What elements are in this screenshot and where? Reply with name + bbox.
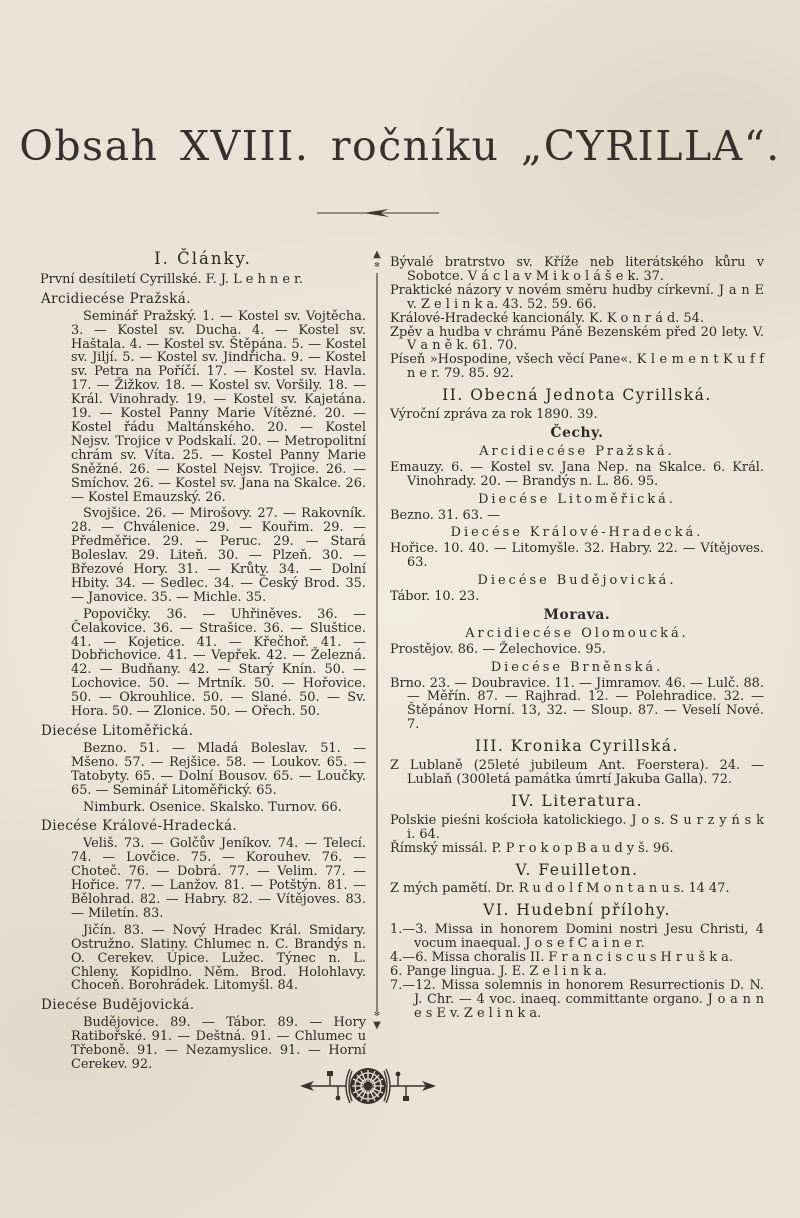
toc-paragraph: Veliš. 73. — Golčův Jeníkov. 74. — Telecí. 74. — Lovčice. 75. — Korouhev. 76. — Choteč. 76. — Dobrá. 77. — Velim. 77. — Hořice. 77. — Lanžov. 81. — Potštýn. 81. — Bělohrad. 82. — Habry. 82. — Vítějoves. 83. — Miletín. 83. bbox=[71, 836, 366, 921]
toc-paragraph: Popovičky. 36. — Uhřiněves. 36. — Čelakovice. 36. — Strašice. 36. — Sluštice. 41. — Kojetice. 41. — Křečhoř. 41. — Dobřichovice. 41. — Vepřek. 42. — Železná. 42. — Budňany. 42. — Starý Knín. 50. — Lochovice. 50. — Mrtník. 50. — Hořovice. 50. — Okrouhlice. 50. — Slané. 50. — Sv. Hora. 50. — Zlonice. 50. — Ořech. 50. bbox=[71, 606, 366, 720]
title-divider-ornament bbox=[317, 204, 439, 216]
toc-entry: Výroční zpráva za rok 1890. 39. bbox=[390, 407, 598, 423]
music-supplement-item: 4.—6. Missa choralis II. F r a n c i s c u s H r u š k a. bbox=[390, 950, 733, 966]
toc-entry-first-decade: První desítiletí Cyrillské. F. J. L e h n e r. bbox=[40, 271, 303, 287]
diocese-subheading-budejovicka: Diecése Budějovická. bbox=[477, 573, 677, 589]
toc-entry: Bývalé bratrstvo sv. Kříže neb literátského kůru v Sobotce. V á c l a v M i k o l á š e k. 37. bbox=[390, 255, 764, 284]
diocese-subheading-prague: Arcidiecése Pražská. bbox=[41, 290, 191, 307]
rule-top-floret-icon: ✻ bbox=[374, 261, 380, 269]
toc-paragraph: Seminář Pražský. 1. — Kostel sv. Vojtěcha. 3. — Kostel sv. Ducha. 4. — Kostel sv. Haštala. 4. — Kostel sv. Štěpána. 5. — Kostel sv. Jiljí. 5. — Kostel sv. Jindřicha. 9. — Kostel sv. Petra na Poříčí. 17. — Kostel sv. Havla. 17. — Žižkov. 18. — Kostel sv. Voršily. 18. — Král. Vinohrady. 19. — Kostel sv. Kajetána. 19. — Kostel Panny Marie Vítězné. 20. — Kostel řádu Maltánského. 20. — Kostel Nejsv. Trojice v Podskalí. 20. — Metropolitní chrám sv. Víta. 25. — Kostel Panny Marie Sněžné. 26. — Kostel Nejsv. Trojice. 26. — Smíchov. 26. — Kostel sv. Jana na Skalce. 26. — Kostel Emauzský. 26. bbox=[71, 308, 366, 505]
toc-entry: Římský missál. P. P r o k o p B a u d y š. 96. bbox=[390, 840, 674, 856]
diocese-subheading-brnenska: Diecése Brněnská. bbox=[490, 659, 664, 675]
right-column bbox=[390, 256, 764, 1021]
toc-entry: Emauzy. 6. — Kostel sv. Jana Nep. na Skalce. 6. Král. Vinohrady. 20. — Brandýs n. L. 86. 95. bbox=[390, 459, 764, 489]
rule-down-arrow-icon: ▼ bbox=[373, 1020, 381, 1031]
toc-entry: Tábor. 10. 23. bbox=[390, 589, 480, 605]
diocese-subheading-hradec: Diecése Králové-Hradecká. bbox=[41, 818, 238, 835]
diocese-subheading-olomoucka: Arcidiecése Olomoucká. bbox=[465, 625, 689, 641]
rosette-ornament-icon bbox=[300, 1062, 436, 1110]
toc-entry: Z Lublaně (25leté jubileum Ant. Foerstera). 24. — Lublaň (300letá památka úmrtí Jakuba Galla). 72. bbox=[390, 758, 764, 787]
diocese-subheading-budejovice: Diecése Budějovická. bbox=[41, 997, 195, 1014]
rule-up-arrow-icon: ▲ bbox=[373, 249, 381, 260]
section-heading-articles: I. Články. bbox=[154, 249, 252, 268]
section-heading-kronika: III. Kronika Cyrillská. bbox=[475, 737, 679, 756]
section-heading-literatura: IV. Literatura. bbox=[510, 791, 644, 810]
music-supplement-item: 6. Pange lingua. J. E. Z e l i n k a. bbox=[390, 963, 607, 979]
toc-paragraph: Jičín. 83. — Nový Hradec Král. Smidary. Ostružno. Slatiny. Chlumec n. C. Brandýs n. O. Cerekev. Úpice. Lužec. Týnec n. L. Chleny. Kopidlno. Něm. Brod. Holohlavy. Choceň. Borohrádek. Litomyšl. 84. bbox=[71, 922, 366, 994]
toc-entry: Hořice. 10. 40. — Litomyšle. 32. Habry. 22. — Vítějoves. 63. bbox=[390, 541, 764, 571]
toc-entry: Králové-Hradecké kancionály. K. K o n r á d. 54. bbox=[390, 310, 704, 326]
divider-arrow-icon bbox=[317, 207, 439, 219]
section-heading-jednota: II. Obecná Jednota Cyrillská. bbox=[442, 386, 712, 405]
toc-entry: Zpěv a hudba v chrámu Páně Bezenském před 20 lety. V. V a n ě k. 61. 70. bbox=[390, 324, 764, 354]
toc-entry: Z mých pamětí. Dr. R u d o l f M o n t a n u s. 14 47. bbox=[390, 881, 730, 897]
region-heading-morava: Morava. bbox=[543, 606, 611, 623]
diocese-subheading-hradecka: Diecése Králové-Hradecká. bbox=[450, 525, 704, 541]
diocese-subheading-litomerice: Diecése Litoměřická. bbox=[41, 723, 194, 739]
diocese-subheading-prazska: Arcidiecése Pražská. bbox=[479, 443, 675, 459]
left-column bbox=[40, 249, 366, 1075]
music-supplement-item: 1.—3. Missa in honorem Domini nostri Jesu Christi, 4 vocum inaequal. J o s e f C a i n e r. bbox=[390, 922, 764, 952]
toc-entry: Bezno. 31. 63. — bbox=[390, 507, 501, 523]
rule-line bbox=[376, 273, 378, 1011]
toc-paragraph: Bezno. 51. — Mladá Boleslav. 51. — Mšeno. 57. — Rejšice. 58. — Loukov. 65. — Tatobyty. 65. — Dolní Bousov. 65. — Loučky. 65. — Seminář Litoměřický. 65. bbox=[71, 740, 366, 798]
tailpiece-ornament bbox=[300, 1062, 436, 1110]
page-title: Obsah XVIII. ročníku „CYRILLA“. bbox=[19, 122, 781, 170]
rule-bottom-floret-icon: ✻ bbox=[374, 1010, 380, 1018]
toc-paragraph: Nimburk. Osenice. Skalsko. Turnov. 66. bbox=[83, 799, 342, 815]
region-heading-cechy: Čechy. bbox=[550, 424, 604, 441]
section-heading-hudebni-prilohy: VI. Hudební přílohy. bbox=[483, 901, 671, 920]
toc-paragraph: Budějovice. 89. — Tábor. 89. — Hory Ratibořské. 91. — Deštná. 91. — Chlumec u Třeboně. 91. — Nezamyslice. 91. — Horní Cerekev. 92. bbox=[71, 1015, 366, 1072]
music-supplement-item: 7.—12. Missa solemnis in honorem Resurrectionis D. N. J. Chr. — 4 voc. inaeq. committante organo. J o a n n e s E v. Z e l i n k a. bbox=[390, 977, 764, 1021]
toc-entry: Brno. 23. — Doubravice. 11. — Jimramov. 46. — Lulč. 88. — Měřín. 87. — Rajhrad. 12. — Polehradice. 32. — Štěpánov Horní. 13, 32. — Sloup. 87. — Veselí Nové. 7. bbox=[390, 675, 764, 733]
toc-entry: Praktické názory v novém směru hudby církevní. J a n E v. Z e l i n k a. 43. 52. 59. 66. bbox=[390, 282, 764, 312]
toc-entry: Prostějov. 86. — Želechovice. 95. bbox=[390, 641, 606, 657]
toc-entry: Polskie pieśni kościoła katolickiego. J o s. S u r z y ń s k i. 64. bbox=[390, 812, 764, 842]
section-heading-feuilleton: V. Feuilleton. bbox=[515, 860, 639, 879]
toc-paragraph: Svojšice. 26. — Mirošovy. 27. — Rakovník. 28. — Chválenice. 29. — Kouřim. 29. — Předměřice. 29. — Peruc. 29. — Stará Boleslav. 29. Liteň. 30. — Plzeň. 30. — Březové Hory. 31. — Krůty. 34. — Dolní Hbity. 34. — Sedlec. 34. — Český Brod. 35. — Janovice. 35. — Michle. 35. bbox=[71, 506, 366, 605]
diocese-subheading-litomericka: Diecése Litoměřická. bbox=[478, 491, 676, 507]
column-divider-rule bbox=[370, 249, 384, 1054]
toc-entry: Píseň »Hospodine, všech věcí Pane«. K l e m e n t K u f f n e r. 79. 85. 92. bbox=[390, 352, 764, 382]
